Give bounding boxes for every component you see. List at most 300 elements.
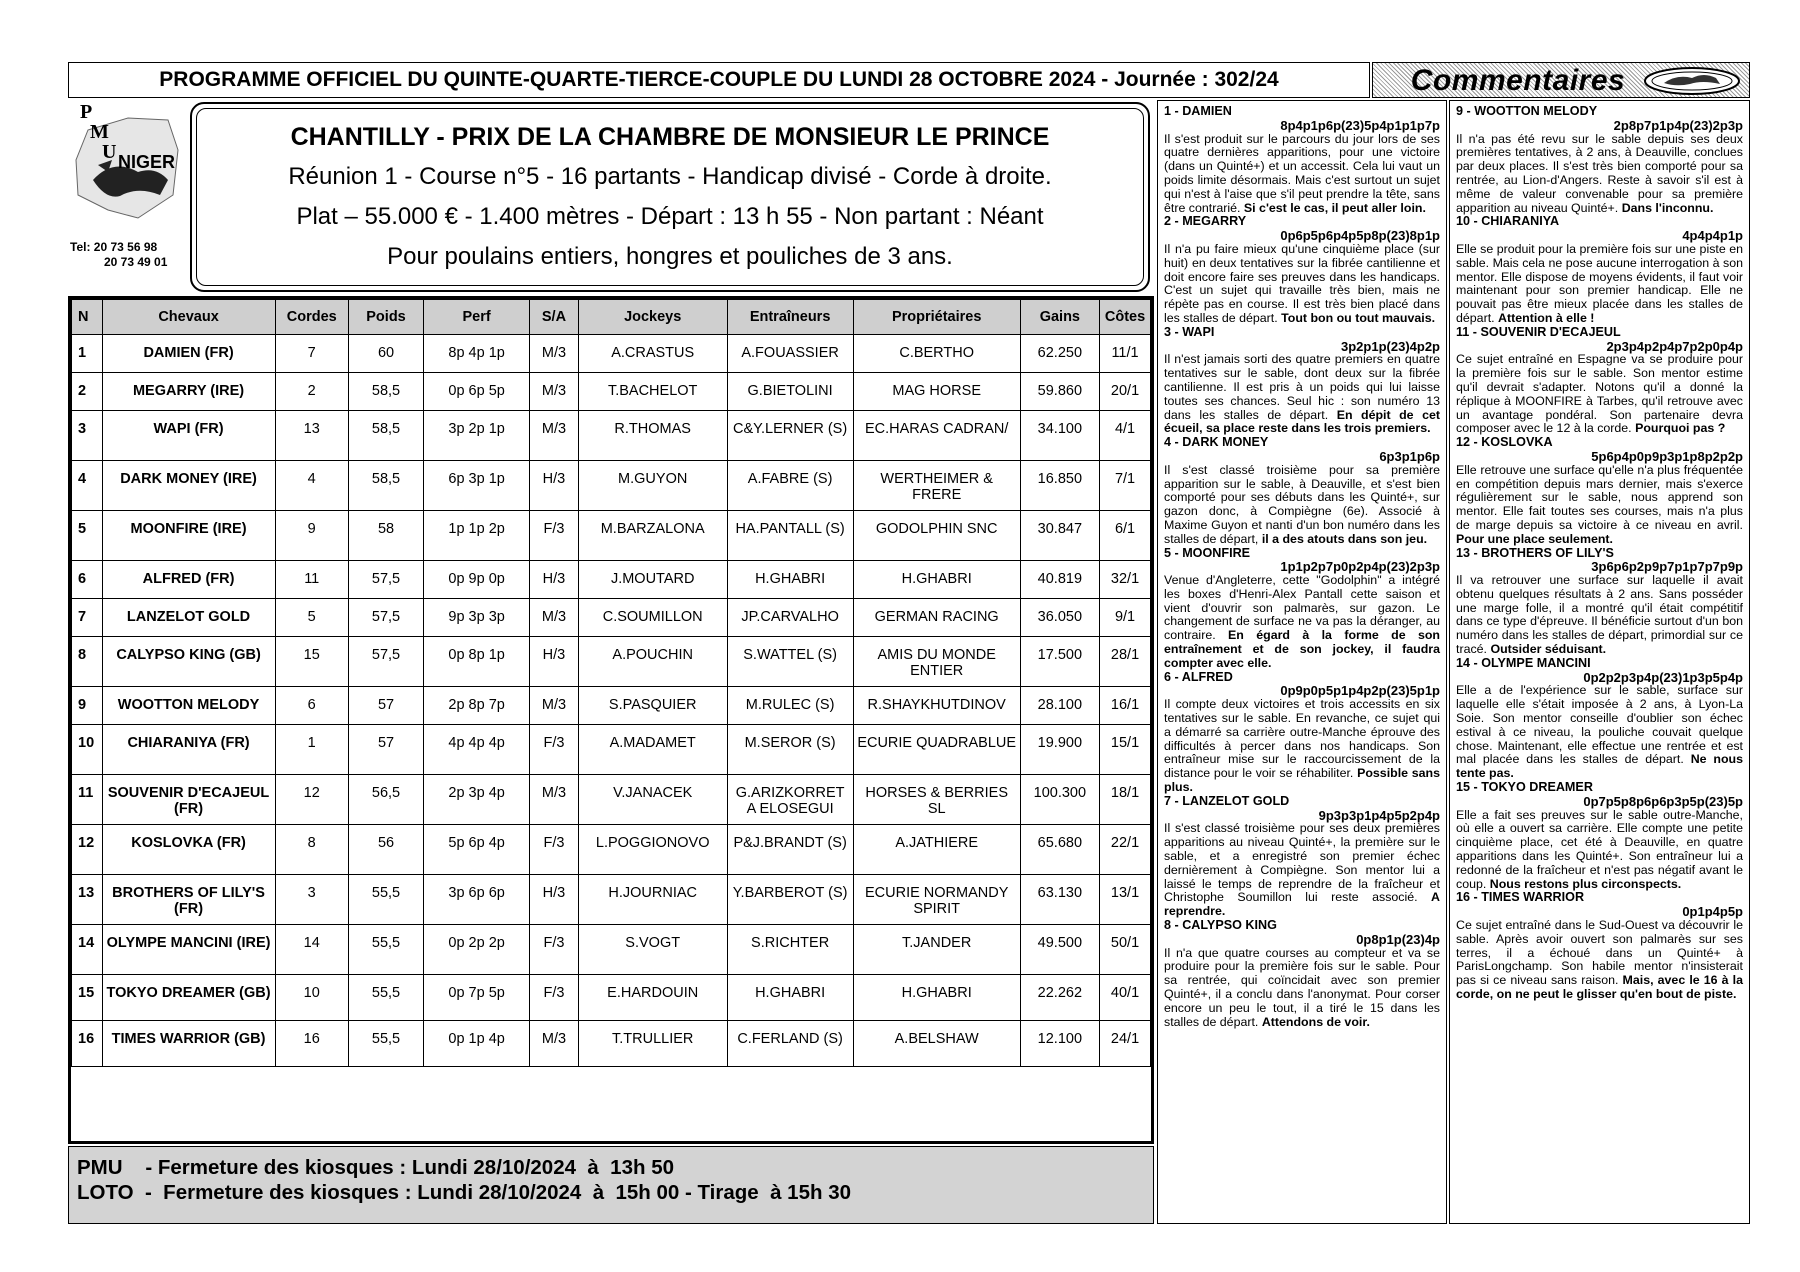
- table-cell: H/3: [530, 875, 579, 925]
- table-cell: 9p 3p 3p: [424, 599, 530, 637]
- table-cell: M/3: [530, 687, 579, 725]
- table-cell: S.PASQUIER: [578, 687, 727, 725]
- table-cell: L.POGGIONOVO: [578, 825, 727, 875]
- table-cell: 57,5: [348, 561, 423, 599]
- comment-heading: 8 - CALYPSO KING: [1164, 918, 1277, 933]
- table-cell: S.RICHTER: [727, 925, 853, 975]
- comment-verdict: Nous restons plus circonspects.: [1489, 876, 1682, 891]
- table-cell: ECURIE NORMANDY SPIRIT: [853, 875, 1020, 925]
- table-cell: 3p 6p 6p: [424, 875, 530, 925]
- comment-entry: [1164, 671, 1440, 795]
- table-cell: 10: [72, 725, 103, 775]
- table-cell: 1: [72, 335, 103, 373]
- table-cell: 16: [72, 1021, 103, 1067]
- horse-name-cell: BROTHERS OF LILY'S (FR): [102, 875, 275, 925]
- table-cell: GERMAN RACING: [853, 599, 1020, 637]
- table-cell: M/3: [530, 1021, 579, 1067]
- table-cell: H/3: [530, 561, 579, 599]
- table-row: [72, 925, 1151, 975]
- table-cell: 6p 3p 1p: [424, 461, 530, 511]
- horse-name-cell: CALYPSO KING (GB): [102, 637, 275, 687]
- table-cell: 28.100: [1020, 687, 1099, 725]
- comment-verdict: Dans l'inconnu.: [1621, 200, 1714, 215]
- tel-line-2: 20 73 49 01: [104, 255, 168, 269]
- table-cell: 15: [72, 975, 103, 1021]
- column-header: Propriétaires: [853, 300, 1020, 335]
- comment-perf: 2p8p7p1p4p(23)2p3p: [1613, 117, 1743, 133]
- table-cell: 6: [275, 687, 348, 725]
- table-cell: 4p 4p 4p: [424, 725, 530, 775]
- table-cell: HA.PANTALL (S): [727, 511, 853, 561]
- table-cell: A.MADAMET: [578, 725, 727, 775]
- table-cell: 34.100: [1020, 411, 1099, 461]
- comment-text: Elle se produit pour la première fois sur une piste en sable. Mais cela ne pose aucune interrogation à son mentor. Elle dispose de moyens évidents, il faut voir maintenant pour son premier handicap. Elle ne pouvait pas être mieux placée dans les stalles de départ.: [1456, 241, 1743, 325]
- table-cell: ECURIE QUADRABLUE: [853, 725, 1020, 775]
- comment-text-block: [1456, 243, 1743, 326]
- comment-verdict: Mais, avec le 16 à la corde, on ne peut le glisser qu'en bout de piste.: [1456, 973, 1743, 1001]
- column-header: Jockeys: [578, 300, 727, 335]
- comment-text-block: [1164, 353, 1440, 436]
- table-cell: R.SHAYKHUTDINOV: [853, 687, 1020, 725]
- table-cell: 11: [275, 561, 348, 599]
- comment-verdict: Attendons de voir.: [1261, 1014, 1370, 1029]
- comment-perf: 8p4p1p6p(23)5p4p1p1p7p: [1280, 117, 1440, 133]
- table-cell: P&J.BRANDT (S): [727, 825, 853, 875]
- comment-text: Il va retrouver une surface sur laquelle il avait obtenu quelques résultats à 2 ans. Sans posséder une marge folle, il a montré qu'il était compétitif dans ce type d'épreuve. Il bénéficie surtout d'un bon numéro dans les stalles de départ, primordial sur ce tracé.: [1456, 573, 1743, 657]
- table-cell: M.BARZALONA: [578, 511, 727, 561]
- comment-perf: 5p6p4p0p9p3p1p8p2p2p: [1591, 448, 1743, 464]
- comment-perf: 9p3p3p1p4p5p2p4p: [1318, 807, 1440, 823]
- comment-entry: [1456, 547, 1743, 657]
- table-row: [72, 411, 1151, 461]
- table-row: [72, 511, 1151, 561]
- horse-name-cell: CHIARANIYA (FR): [102, 725, 275, 775]
- page-title: PROGRAMME OFFICIEL DU QUINTE-QUARTE-TIERCE-COUPLE DU LUNDI 28 OCTOBRE 2024 - Journée : 302/24: [68, 62, 1370, 98]
- table-cell: 0p 8p 1p: [424, 637, 530, 687]
- footer-pmu-line: PMU - Fermeture des kiosques : Lundi 28/10/2024 à 13h 50: [77, 1156, 675, 1179]
- comment-verdict: En dépit de cet écueil, sa place reste dans les trois premiers.: [1164, 407, 1440, 436]
- table-cell: H.GHABRI: [853, 561, 1020, 599]
- table-cell: A.FOUASSIER: [727, 335, 853, 373]
- comments-column-2: [1449, 100, 1750, 1224]
- table-cell: 57,5: [348, 599, 423, 637]
- comment-perf: 3p6p6p2p9p7p1p7p7p9p: [1591, 559, 1743, 575]
- table-cell: 65.680: [1020, 825, 1099, 875]
- comment-verdict: Attention à elle !: [1498, 310, 1595, 325]
- table-cell: 19.900: [1020, 725, 1099, 775]
- table-cell: 6: [72, 561, 103, 599]
- comment-entry: [1456, 215, 1743, 325]
- table-cell: 56: [348, 825, 423, 875]
- comment-verdict: Outsider séduisant.: [1490, 642, 1607, 657]
- comment-text-block: [1164, 243, 1440, 326]
- comment-text-block: [1164, 574, 1440, 671]
- race-line-1: Réunion 1 - Course n°5 - 16 partants - Handicap divisé - Corde à droite.: [288, 163, 1052, 190]
- comment-entry: [1456, 326, 1743, 436]
- comment-heading: 16 - TIMES WARRIOR: [1456, 890, 1585, 905]
- pmu-niger-logo: [68, 100, 188, 230]
- table-cell: H.GHABRI: [853, 975, 1020, 1021]
- horse-name-cell: MOONFIRE (IRE): [102, 511, 275, 561]
- comment-text: Il n'a pu faire mieux qu'une cinquième place (sur huit) en deux tentatives sur la fibrée cantilienne et doit encore faire ses preuves dans les handicaps. C'est un sujet qui travaille très bien, mais ne répète pas en course. Il est très bien placé dans les stalles de départ.: [1164, 241, 1440, 325]
- table-cell: AMIS DU MONDE ENTIER: [853, 637, 1020, 687]
- table-cell: 8: [72, 637, 103, 687]
- table-cell: 36.050: [1020, 599, 1099, 637]
- table-cell: 2p 8p 7p: [424, 687, 530, 725]
- comment-text-block: [1456, 574, 1743, 657]
- table-cell: 4/1: [1100, 411, 1151, 461]
- table-cell: J.MOUTARD: [578, 561, 727, 599]
- comment-text: Il s'est classé troisième pour sa première apparition sur le sable, à Deauville, et s'est bien comporté pour ses débuts dans les Quinté+, sur gazon donc, à Compiègne (6e). Associé à Maxime Guyon et nanti d'un bon numéro dans les stalles de départ,: [1164, 462, 1440, 546]
- comment-text-block: [1164, 464, 1440, 547]
- table-cell: 24/1: [1100, 1021, 1151, 1067]
- table-cell: 59.860: [1020, 373, 1099, 411]
- table-cell: 9: [72, 687, 103, 725]
- comment-text-block: [1164, 133, 1440, 216]
- comment-entry: [1164, 547, 1440, 671]
- comment-text-block: [1164, 698, 1440, 795]
- footer-loto-line: LOTO - Fermeture des kiosques : Lundi 28/10/2024 à 15h 00 - Tirage à 15h 30: [77, 1181, 851, 1204]
- comment-heading: 5 - MOONFIRE: [1164, 545, 1251, 560]
- table-row: [72, 599, 1151, 637]
- comment-entry: [1164, 919, 1440, 1029]
- table-cell: H.GHABRI: [727, 561, 853, 599]
- table-cell: 15: [275, 637, 348, 687]
- table-cell: M/3: [530, 373, 579, 411]
- comment-verdict: Si c'est le cas, il peut aller loin.: [1243, 200, 1426, 215]
- comment-text-block: [1456, 464, 1743, 547]
- table-cell: 55,5: [348, 875, 423, 925]
- table-cell: 7: [275, 335, 348, 373]
- table-body: [72, 335, 1151, 1067]
- comment-perf: 0p1p4p5p: [1682, 904, 1743, 920]
- comment-perf: 0p8p1p(23)4p: [1356, 931, 1440, 947]
- comment-perf: 0p9p0p5p1p4p2p(23)5p1p: [1280, 683, 1440, 699]
- table-cell: G.ARIZKORRET A ELOSEGUI: [727, 775, 853, 825]
- table-cell: M/3: [530, 775, 579, 825]
- comment-heading: 9 - WOOTTON MELODY: [1456, 104, 1598, 118]
- table-cell: 4: [72, 461, 103, 511]
- table-cell: 2: [275, 373, 348, 411]
- table-cell: G.BIETOLINI: [727, 373, 853, 411]
- horse-name-cell: TIMES WARRIOR (GB): [102, 1021, 275, 1067]
- table-cell: 8: [275, 825, 348, 875]
- column-header: N: [72, 300, 103, 335]
- horse-name-cell: MEGARRY (IRE): [102, 373, 275, 411]
- table-cell: M/3: [530, 335, 579, 373]
- table-cell: 0p 6p 5p: [424, 373, 530, 411]
- table-cell: 57: [348, 725, 423, 775]
- comment-heading: 4 - DARK MONEY: [1164, 435, 1269, 450]
- comment-text-block: [1456, 684, 1743, 781]
- table-cell: JP.CARVALHO: [727, 599, 853, 637]
- table-cell: M.GUYON: [578, 461, 727, 511]
- horse-name-cell: WOOTTON MELODY: [102, 687, 275, 725]
- comment-text: Il s'est produit sur le parcours du jour lors de ses quatre dernières apparitions, pour une victoire (dans un Quinté+) et un accessit. Cela lui vaut un poids limite désormais. Mais c'est surtout un sujet qui n'est à l'aise que s'il peut prendre la tête, sans être contrarié.: [1164, 131, 1440, 215]
- table-cell: 62.250: [1020, 335, 1099, 373]
- table-cell: GODOLPHIN SNC: [853, 511, 1020, 561]
- race-title: CHANTILLY - PRIX DE LA CHAMBRE DE MONSIEUR LE PRINCE: [290, 123, 1050, 151]
- table-cell: C.BERTHO: [853, 335, 1020, 373]
- comment-heading: 14 - OLYMPE MANCINI: [1456, 655, 1591, 670]
- table-cell: S.WATTEL (S): [727, 637, 853, 687]
- table-cell: A.BELSHAW: [853, 1021, 1020, 1067]
- table-row: [72, 687, 1151, 725]
- comment-verdict: En égard à la forme de son entraînement et de son jockey, il faudra compter avec elle.: [1164, 628, 1440, 670]
- comment-heading: 7 - LANZELOT GOLD: [1164, 793, 1290, 808]
- table-cell: 57: [348, 687, 423, 725]
- telephone-numbers: [70, 240, 167, 270]
- comment-entry: [1456, 657, 1743, 781]
- table-cell: 18/1: [1100, 775, 1151, 825]
- race-line-3: Pour poulains entiers, hongres et pouliches de 3 ans.: [387, 243, 953, 270]
- comment-perf: 0p7p5p8p6p6p3p5p(23)5p: [1583, 793, 1743, 809]
- comment-heading: 3 - WAPI: [1164, 324, 1215, 339]
- table-cell: HORSES & BERRIES SL: [853, 775, 1020, 825]
- table-cell: 58,5: [348, 373, 423, 411]
- comment-text: Elle a de l'expérience sur le sable, surface sur laquelle elle s'était imposée à 2 ans, à Lyon-La Soie. Son mentor conseille d'oublier son échec estival à ce niveau, la pouliche couvait quelque chose. Maintenant, elle effectue une rentrée et est mal placée dans les stalles de départ.: [1456, 683, 1743, 767]
- table-cell: 16/1: [1100, 687, 1151, 725]
- comment-perf: 2p3p4p2p4p7p2p0p4p: [1606, 338, 1743, 354]
- table-cell: 15/1: [1100, 725, 1151, 775]
- table-cell: EC.HARAS CADRAN/: [853, 411, 1020, 461]
- table-header-row: [72, 300, 1151, 335]
- comment-entry: [1456, 781, 1743, 891]
- horse-logo-icon: [1642, 66, 1742, 96]
- table-cell: 7: [72, 599, 103, 637]
- table-cell: F/3: [530, 925, 579, 975]
- table-cell: WERTHEIMER & FRERE: [853, 461, 1020, 511]
- table-cell: H.JOURNIAC: [578, 875, 727, 925]
- comment-text-block: [1456, 133, 1743, 216]
- runners-table-wrapper: [68, 296, 1154, 1144]
- table-cell: F/3: [530, 511, 579, 561]
- comment-perf: 0p2p2p3p4p(23)1p3p5p4p: [1583, 669, 1743, 685]
- table-cell: A.CRASTUS: [578, 335, 727, 373]
- horse-name-cell: LANZELOT GOLD: [102, 599, 275, 637]
- horse-name-cell: DAMIEN (FR): [102, 335, 275, 373]
- table-cell: M/3: [530, 599, 579, 637]
- table-cell: 28/1: [1100, 637, 1151, 687]
- comment-text: Ce sujet entraîné dans le Sud-Ouest va découvrir le sable. Après avoir ouvert son palmarès sur ses terres, il a échoué dans un Quinté+ à ParisLongchamp. Son habile mentor n'insisterait pas si ce niveau sans raison.: [1456, 918, 1743, 988]
- horse-name-cell: KOSLOVKA (FR): [102, 825, 275, 875]
- table-cell: T.BACHELOT: [578, 373, 727, 411]
- column-header: Chevaux: [102, 300, 275, 335]
- column-header: Gains: [1020, 300, 1099, 335]
- table-cell: 16: [275, 1021, 348, 1067]
- table-cell: 55,5: [348, 925, 423, 975]
- comment-heading: 11 - SOUVENIR D'ECAJEUL: [1456, 324, 1621, 339]
- table-cell: 3: [72, 411, 103, 461]
- table-cell: 14: [72, 925, 103, 975]
- comment-entry: [1164, 105, 1440, 215]
- table-cell: 5p 6p 4p: [424, 825, 530, 875]
- comment-perf: 6p3p1p6p: [1379, 448, 1440, 464]
- table-cell: M.RULEC (S): [727, 687, 853, 725]
- table-cell: 11: [72, 775, 103, 825]
- horse-name-cell: OLYMPE MANCINI (IRE): [102, 925, 275, 975]
- table-cell: 0p 9p 0p: [424, 561, 530, 599]
- table-cell: 49.500: [1020, 925, 1099, 975]
- table-cell: 4: [275, 461, 348, 511]
- table-cell: 9/1: [1100, 599, 1151, 637]
- table-cell: 0p 2p 2p: [424, 925, 530, 975]
- table-cell: S.VOGT: [578, 925, 727, 975]
- table-cell: 5: [72, 511, 103, 561]
- table-cell: H/3: [530, 461, 579, 511]
- table-cell: 56,5: [348, 775, 423, 825]
- table-cell: H/3: [530, 637, 579, 687]
- table-cell: 58,5: [348, 461, 423, 511]
- table-cell: 50/1: [1100, 925, 1151, 975]
- table-cell: 1: [275, 725, 348, 775]
- table-cell: E.HARDOUIN: [578, 975, 727, 1021]
- comment-verdict: A reprendre.: [1164, 890, 1440, 919]
- comments-title: Commentaires: [1410, 64, 1626, 97]
- table-cell: 58: [348, 511, 423, 561]
- table-cell: 13: [275, 411, 348, 461]
- runners-table: [71, 299, 1151, 1067]
- comment-verdict: il a des atouts dans son jeu.: [1261, 531, 1428, 546]
- comment-entry: [1456, 436, 1743, 546]
- logo-letter-m: M: [90, 121, 109, 143]
- table-cell: F/3: [530, 975, 579, 1021]
- table-cell: 12: [72, 825, 103, 875]
- table-cell: 12: [275, 775, 348, 825]
- table-cell: 2: [72, 373, 103, 411]
- table-row: [72, 373, 1151, 411]
- table-cell: 30.847: [1020, 511, 1099, 561]
- column-header: Poids: [348, 300, 423, 335]
- table-row: [72, 975, 1151, 1021]
- table-cell: MAG HORSE: [853, 373, 1020, 411]
- table-cell: 16.850: [1020, 461, 1099, 511]
- table-cell: C.FERLAND (S): [727, 1021, 853, 1067]
- table-cell: 32/1: [1100, 561, 1151, 599]
- table-cell: 1p 1p 2p: [424, 511, 530, 561]
- table-cell: M.SEROR (S): [727, 725, 853, 775]
- comment-verdict: Pourquoi pas ?: [1635, 421, 1726, 436]
- table-cell: 40.819: [1020, 561, 1099, 599]
- comment-perf: 3p2p1p(23)4p2p: [1341, 338, 1440, 354]
- table-cell: 8p 4p 1p: [424, 335, 530, 373]
- table-cell: 60: [348, 335, 423, 373]
- column-header: Entraîneurs: [727, 300, 853, 335]
- table-cell: 12.100: [1020, 1021, 1099, 1067]
- table-cell: T.TRULLIER: [578, 1021, 727, 1067]
- comment-heading: 2 - MEGARRY: [1164, 214, 1247, 229]
- table-cell: 14: [275, 925, 348, 975]
- comment-entry: [1164, 326, 1440, 436]
- table-cell: C.SOUMILLON: [578, 599, 727, 637]
- tel-line-1: Tel: 20 73 56 98: [70, 240, 158, 254]
- comment-entry: [1456, 891, 1743, 1001]
- comment-heading: 13 - BROTHERS OF LILY'S: [1456, 545, 1614, 560]
- horse-name-cell: WAPI (FR): [102, 411, 275, 461]
- table-cell: 55,5: [348, 975, 423, 1021]
- table-row: [72, 725, 1151, 775]
- comments-column-1: [1157, 100, 1447, 1224]
- comment-heading: 6 - ALFRED: [1164, 669, 1233, 684]
- table-cell: 2p 3p 4p: [424, 775, 530, 825]
- table-cell: 20/1: [1100, 373, 1151, 411]
- column-header: Cordes: [275, 300, 348, 335]
- horse-name-cell: TOKYO DREAMER (GB): [102, 975, 275, 1021]
- table-cell: A.JATHIERE: [853, 825, 1020, 875]
- column-header: S/A: [530, 300, 579, 335]
- table-row: [72, 461, 1151, 511]
- table-cell: 0p 7p 5p: [424, 975, 530, 1021]
- comment-perf: 4p4p4p1p: [1682, 228, 1743, 244]
- table-cell: 7/1: [1100, 461, 1151, 511]
- logo-niger: NIGER: [118, 152, 176, 172]
- table-cell: 57,5: [348, 637, 423, 687]
- table-cell: 13/1: [1100, 875, 1151, 925]
- logo-letter-p: P: [80, 101, 93, 123]
- comment-entry: [1164, 215, 1440, 325]
- column-header: Perf: [424, 300, 530, 335]
- comment-perf: 1p1p2p7p0p2p4p(23)2p3p: [1280, 559, 1440, 575]
- comment-text-block: [1456, 809, 1743, 892]
- table-row: [72, 875, 1151, 925]
- table-row: [72, 825, 1151, 875]
- table-cell: 0p 1p 4p: [424, 1021, 530, 1067]
- comment-verdict: Tout bon ou tout mauvais.: [1281, 310, 1436, 325]
- comment-text: Il compte deux victoires et trois accessits en six tentatives sur le sable. En revanche, ce sujet qui a démarré sa carrière outre-Manche éprouve des difficultés à percer dans nos handicaps. Son entraîneur mise sur le raccourcissement de la distance pour le voir se réhabiliter.: [1164, 697, 1440, 781]
- comment-heading: 12 - KOSLOVKA: [1456, 435, 1553, 450]
- comment-entry: [1456, 105, 1743, 215]
- race-line-2: Plat – 55.000 € - 1.400 mètres - Départ : 13 h 55 - Non partant : Néant: [296, 203, 1044, 230]
- table-cell: M/3: [530, 411, 579, 461]
- table-cell: 11/1: [1100, 335, 1151, 373]
- comment-entry: [1164, 795, 1440, 919]
- comment-verdict: Ne nous tente pas.: [1456, 752, 1743, 781]
- table-cell: 100.300: [1020, 775, 1099, 825]
- table-cell: C&Y.LERNER (S): [727, 411, 853, 461]
- comment-perf: 0p6p5p6p4p5p8p(23)8p1p: [1280, 228, 1440, 244]
- table-cell: 22/1: [1100, 825, 1151, 875]
- comment-text-block: [1164, 947, 1440, 1030]
- table-cell: 63.130: [1020, 875, 1099, 925]
- table-cell: 58,5: [348, 411, 423, 461]
- table-row: [72, 637, 1151, 687]
- column-header: Côtes: [1100, 300, 1151, 335]
- comment-text: Il n'a que quatre courses au compteur et va se produire pour la première fois sur le sable. Pour sa rentrée, qui coïncidait avec son premier Quinté+, il a conclu dans l'anonymat. Pour corser encore un peu le tout, il a tiré le 15 dans les stalles de départ.: [1164, 945, 1440, 1029]
- comment-text-block: [1164, 822, 1440, 919]
- comment-text: Venue d'Angleterre, cette "Godolphin" a intégré les boxes d'Henri-Alex Pantall cette saison et vient d'ouvrir son palmarès, sur gazon. Le changement de surface ne va pas la déranger, au contraire.: [1164, 573, 1440, 643]
- table-row: [72, 775, 1151, 825]
- comment-text-block: [1456, 919, 1743, 1002]
- table-cell: 3: [275, 875, 348, 925]
- table-cell: 17.500: [1020, 637, 1099, 687]
- table-cell: 40/1: [1100, 975, 1151, 1021]
- table-cell: 22.262: [1020, 975, 1099, 1021]
- table-cell: 55,5: [348, 1021, 423, 1067]
- comment-heading: 1 - DAMIEN: [1164, 104, 1232, 118]
- table-cell: 9: [275, 511, 348, 561]
- table-cell: R.THOMAS: [578, 411, 727, 461]
- comment-text-block: [1456, 353, 1743, 436]
- comment-text: Ce sujet entraîné en Espagne va se produire pour la première fois sur le sable. Son mentor estime qu'il devrait s'adapter. Notons qu'il a donné la réplique à MOONFIRE à Tarbes, qu'il retrouve avec un avantage pondéral. Son partenaire devra composer avec le 12 à la corde.: [1456, 352, 1743, 436]
- table-cell: 13: [72, 875, 103, 925]
- comment-text: Il n'a pas été revu sur le sable depuis ses deux premières tentatives, à 2 ans, à Deauville, conclues par deux places. Il s'est très bien comporté pour sa rentrée, au Lion-d'Angers. Reste à savoir s'il est à même de valeur convenable pour sa première apparition au niveau Quinté+.: [1456, 131, 1743, 215]
- table-cell: H.GHABRI: [727, 975, 853, 1021]
- table-cell: A.FABRE (S): [727, 461, 853, 511]
- table-cell: V.JANACEK: [578, 775, 727, 825]
- comment-heading: 15 - TOKYO DREAMER: [1456, 780, 1593, 795]
- comment-verdict: Pour une place seulement.: [1456, 531, 1613, 546]
- table-cell: T.JANDER: [853, 925, 1020, 975]
